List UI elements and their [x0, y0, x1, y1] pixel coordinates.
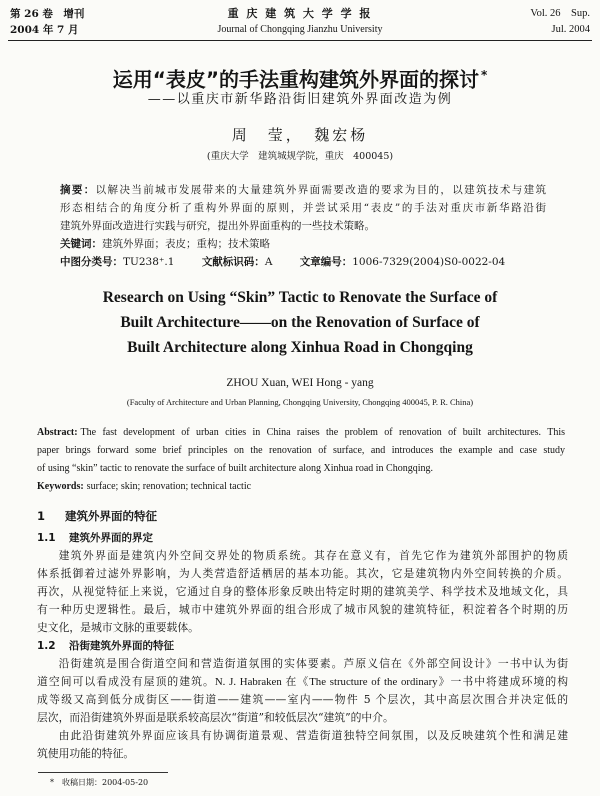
paper-title-en: [0, 285, 600, 360]
footnote: [50, 777, 148, 789]
section-number: 1.2: [37, 640, 56, 652]
abstract-en-line: of using “skin” tactic to renovate the surface of built architecture along Xinhua road in Chongqing.: [37, 463, 433, 474]
doc-code-value: A: [264, 256, 273, 268]
keywords-cn-label: 关键词：: [60, 238, 102, 250]
header-volume-en: Vol. 26 Sup.: [530, 8, 590, 19]
abstract-cn-label: 摘要：: [60, 184, 96, 196]
footnote-rule: [38, 772, 168, 773]
abstract-cn-line: [60, 181, 546, 199]
section-1-2-paragraph-1: [37, 655, 568, 727]
section-1-2-heading: [37, 638, 568, 654]
title-en-line: Built Architecture along Xinhua Road in Chongqing: [127, 339, 473, 356]
header-volume-cn: 第 26 卷 增刊: [10, 8, 85, 20]
footnote-text: 收稿日期：2004-05-20: [62, 778, 149, 787]
section-number: 1.1: [37, 532, 56, 544]
clc-value: TU238⁺.1: [123, 256, 175, 268]
keywords-cn-text: 建筑外界面；表皮；重构；技术策略: [102, 238, 270, 250]
section-1-heading: [37, 507, 568, 525]
header-date-cn: 2004 年 7 月: [10, 24, 79, 36]
section-1-2-paragraph-2: [37, 727, 568, 763]
keywords-cn: [60, 235, 546, 253]
footnote-mark: *: [50, 778, 54, 787]
body-line: 再次，从视觉特征上来说，它通过自身的整体形象反映出特定时期的建筑美学、科学技术及地域文化，具: [37, 585, 568, 598]
body-line: 由此沿街建筑外界面应该具有协调街道景观、营造街道独特空间氛围，以及反映建筑个性和满足建: [58, 729, 568, 742]
body-line: 建筑外界面是建筑内外空间交界处的物质系统。其存在意义有，首先它作为建筑外部围护的物质: [58, 549, 568, 562]
abstract-cn: [60, 181, 546, 271]
abstract-en-line: [37, 424, 565, 442]
section-1-1-paragraph: [37, 547, 568, 637]
body-line: 史文化，是城市文脉的重要载体。: [37, 621, 199, 634]
header-center: [150, 6, 450, 38]
journal-name-cn: 重 庆 建 筑 大 学 学 报: [227, 7, 373, 20]
body-line: 道空间可以看成没有屋顶的建筑。N. J. Habraken 在《The structure of the ordinary》一书中将建成环境的构: [37, 676, 568, 688]
section-title: 沿街建筑外界面的特征: [69, 640, 174, 652]
paper-title-cn: [0, 61, 600, 94]
abstract-en: [37, 424, 565, 496]
affiliation-en: (Faculty of Architecture and Urban Planning, Chongqing University, Chongqing 400045, P. R. China): [126, 397, 474, 407]
abstract-en-label: Abstract:: [37, 427, 78, 438]
section-number: 1: [37, 509, 46, 523]
keywords-en-text: surface; skin; renovation; technical tactic: [86, 481, 252, 492]
body-line: 体系抵御着过滤外界影响，为人类营造舒适栖居的基本功能。其次，它是建筑物内外空间转换的介质。: [37, 567, 568, 580]
paper-subtitle-cn: ——以重庆市新华路沿街旧建筑外界面改造为例: [147, 92, 453, 107]
article-no-value: 1006-7329(2004)S0-0022-04: [352, 256, 506, 268]
classification-line: [60, 253, 546, 271]
abstract-cn-line: 形态相结合的角度分析了重构外界面的原则，并尝试采用“表皮”的手法对重庆市新华路沿街: [60, 202, 546, 214]
body-line: 筑使用功能的特征。: [37, 747, 135, 760]
header-date-en: Jul. 2004: [551, 24, 590, 35]
body-line: 有一种历史逻辑性。最后，城市中建筑外界面的组合形成了城市风貌的建筑特征，积淀着各个时期的历: [37, 603, 568, 616]
authors-en: ZHOU Xuan, WEI Hong - yang: [226, 377, 374, 389]
keywords-en-label: Keywords:: [37, 481, 84, 492]
authors-cn: 周 莹， 魏宏杨: [231, 126, 369, 144]
title-en-line: Built Architecture——on the Renovation of Surface of: [120, 314, 480, 331]
body-line: 成等级又高到低分成街区——街道——建筑——室内——物件 5 个层次，其中高层次围合并决定低的: [37, 693, 568, 706]
title-footnote-mark: *: [481, 68, 488, 82]
keywords-en: [37, 478, 565, 496]
title-text: 运用“表皮”的手法重构建筑外界面的探讨: [112, 67, 479, 92]
header-right: [530, 6, 590, 38]
abstract-en-line: paper brings forward some brief principles on the renovation of surface, and introduces the example and case study: [37, 445, 565, 456]
abstract-en-text: The fast development of urban cities in China raises the problem of renovation of built architectures. This: [80, 427, 565, 438]
title-en-line: Research on Using “Skin” Tactic to Renovate the Surface of: [102, 289, 498, 306]
doc-code-label: 文献标识码：: [201, 256, 265, 268]
header-left: [10, 6, 84, 38]
abstract-cn-line: 建筑外界面改造进行实践与研究，提出外界面重构的一些技术策略。: [60, 220, 375, 232]
body-line: 层次，而沿街建筑外界面是联系较高层次“街道”和较低层次“建筑”的中介。: [37, 711, 394, 724]
header-rule: [8, 40, 592, 41]
journal-name-en: Journal of Chongqing Jianzhu University: [217, 24, 383, 35]
abstract-cn-text: 以解决当前城市发展带来的大量建筑外界面需要改造的要求为目的，以建筑技术与建筑: [95, 184, 546, 196]
article-no-label: 文章编号：: [299, 256, 353, 268]
body-line: 沿街建筑是围合街道空间和营造街道氛围的实体要素。芦原义信在《外部空间设计》一书中认为街: [58, 657, 568, 670]
section-title: 建筑外界面的界定: [69, 532, 153, 544]
section-title: 建筑外界面的特征: [65, 509, 157, 523]
section-1-1-heading: [37, 530, 568, 546]
affiliation-cn: (重庆大学 建筑城规学院，重庆 400045): [206, 151, 394, 162]
clc-label: 中图分类号：: [60, 256, 123, 268]
